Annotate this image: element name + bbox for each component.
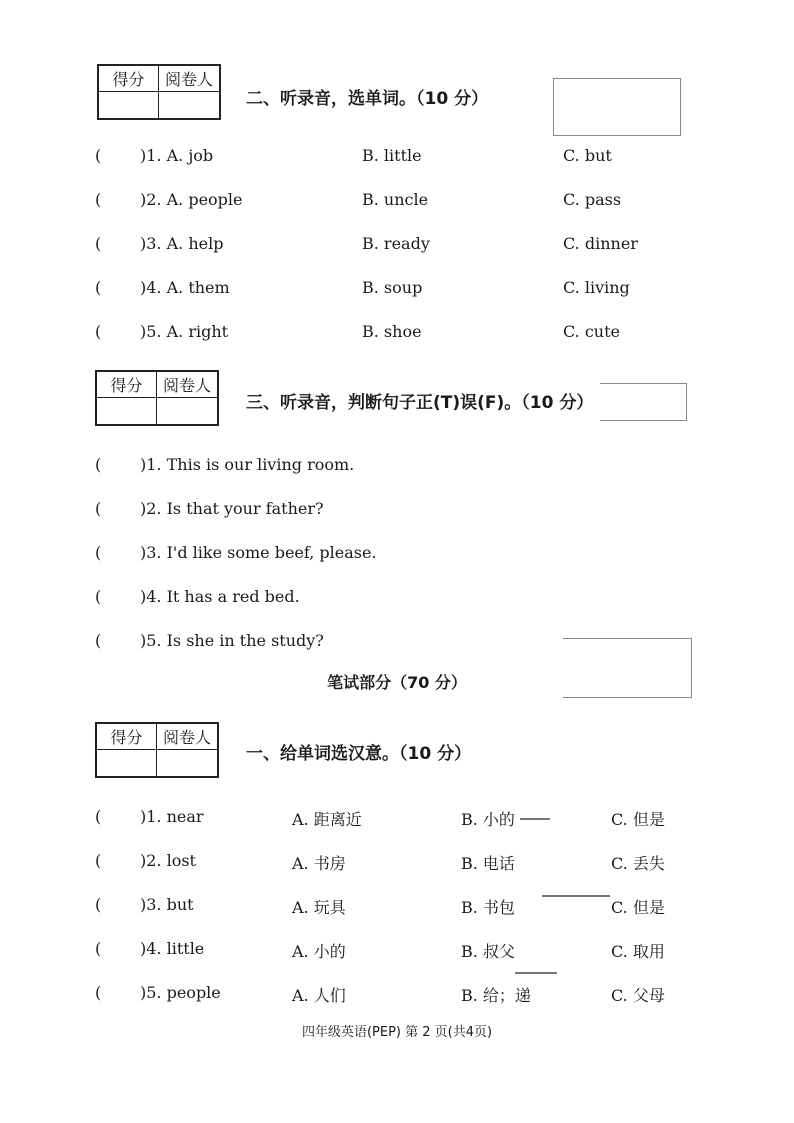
question-row [0, 322, 794, 346]
question-option-a: )5. A. right [140, 322, 229, 341]
answer-paren[interactable]: ( [95, 455, 102, 474]
score-box [97, 64, 221, 120]
question-option-a: )3. A. help [140, 234, 224, 253]
grader-label: 阅卷人 [157, 372, 217, 398]
question-option-c: C. pass [563, 190, 622, 209]
question-row [0, 895, 794, 919]
question-row [0, 234, 794, 258]
score-label: 得分 [99, 66, 159, 92]
question-sentence: )2. Is that your father? [140, 499, 324, 518]
question-sentence: )5. Is she in the study? [140, 631, 324, 650]
question-option-a: )4. A. them [140, 278, 230, 297]
answer-paren[interactable]: ( [95, 631, 102, 650]
question-option-c: C. living [563, 278, 630, 297]
question-row [0, 499, 794, 523]
question-option-c: C. 取用 [611, 942, 665, 961]
grader-cell[interactable] [159, 92, 219, 118]
stray-line [520, 818, 550, 820]
question-option-a: A. 书房 [292, 854, 346, 873]
written-part-title: 笔试部分（70 分） [327, 673, 467, 692]
answer-paren[interactable]: ( [95, 146, 102, 165]
question-row [0, 983, 794, 1007]
stray-line [515, 972, 557, 974]
question-option-c: C. 但是 [611, 810, 665, 829]
question-word: )5. people [140, 983, 221, 1002]
section-title: 二、听录音，选单词。（10 分） [246, 89, 489, 109]
question-option-b: B. 叔父 [461, 942, 515, 961]
question-option-b: B. ready [362, 234, 430, 253]
question-option-c: C. dinner [563, 234, 638, 253]
question-option-b: B. shoe [362, 322, 422, 341]
answer-paren[interactable]: ( [95, 543, 102, 562]
section-title: 一、给单词选汉意。（10 分） [246, 744, 472, 764]
question-option-b: B. 电话 [461, 854, 515, 873]
answer-paren[interactable]: ( [95, 322, 102, 341]
question-row [0, 807, 794, 831]
grader-label: 阅卷人 [159, 66, 219, 92]
score-cell[interactable] [97, 398, 157, 424]
question-sentence: )3. I'd like some beef, please. [140, 543, 377, 562]
margin-box [600, 383, 687, 421]
question-option-b: B. little [362, 146, 422, 165]
question-row [0, 190, 794, 214]
answer-paren[interactable]: ( [95, 499, 102, 518]
question-word: )3. but [140, 895, 194, 914]
question-word: )2. lost [140, 851, 196, 870]
margin-box [553, 78, 681, 136]
score-cell[interactable] [97, 750, 157, 776]
question-word: )4. little [140, 939, 205, 958]
question-option-b: B. soup [362, 278, 423, 297]
question-option-c: C. 丢失 [611, 854, 665, 873]
question-row [0, 278, 794, 302]
question-word: )1. near [140, 807, 204, 826]
score-label: 得分 [97, 372, 157, 398]
answer-paren[interactable]: ( [95, 983, 102, 1002]
question-row [0, 587, 794, 611]
answer-paren[interactable]: ( [95, 851, 102, 870]
question-row [0, 455, 794, 479]
question-option-c: C. but [563, 146, 612, 165]
answer-paren[interactable]: ( [95, 939, 102, 958]
page-footer: 四年级英语(PEP) 第 2 页(共4页) [301, 1025, 493, 1040]
score-label: 得分 [97, 724, 157, 750]
question-row [0, 939, 794, 963]
question-row [0, 146, 794, 170]
question-option-a: A. 小的 [292, 942, 346, 961]
score-box [95, 722, 219, 778]
section-title: 三、听录音，判断句子正(T)误(F)。（10 分） [246, 393, 594, 413]
question-option-b: B. 给；递 [461, 986, 531, 1005]
question-row [0, 851, 794, 875]
question-row [0, 543, 794, 567]
answer-paren[interactable]: ( [95, 190, 102, 209]
question-option-b: B. 小的 [461, 810, 515, 829]
question-sentence: )4. It has a red bed. [140, 587, 300, 606]
question-option-c: C. 父母 [611, 986, 665, 1005]
grader-label: 阅卷人 [157, 724, 217, 750]
question-option-b: B. 书包 [461, 898, 515, 917]
answer-paren[interactable]: ( [95, 234, 102, 253]
question-option-c: C. cute [563, 322, 621, 341]
grader-cell[interactable] [157, 398, 217, 424]
question-sentence: )1. This is our living room. [140, 455, 355, 474]
answer-paren[interactable]: ( [95, 807, 102, 826]
question-option-a: )2. A. people [140, 190, 243, 209]
question-option-a: A. 人们 [292, 986, 346, 1005]
answer-paren[interactable]: ( [95, 895, 102, 914]
question-option-a: A. 玩具 [292, 898, 346, 917]
score-box [95, 370, 219, 426]
answer-paren[interactable]: ( [95, 587, 102, 606]
score-cell[interactable] [99, 92, 159, 118]
answer-paren[interactable]: ( [95, 278, 102, 297]
question-option-b: B. uncle [362, 190, 429, 209]
stray-line [542, 895, 610, 897]
question-option-a: A. 距离近 [292, 810, 362, 829]
grader-cell[interactable] [157, 750, 217, 776]
question-option-a: )1. A. job [140, 146, 214, 165]
question-option-c: C. 但是 [611, 898, 665, 917]
